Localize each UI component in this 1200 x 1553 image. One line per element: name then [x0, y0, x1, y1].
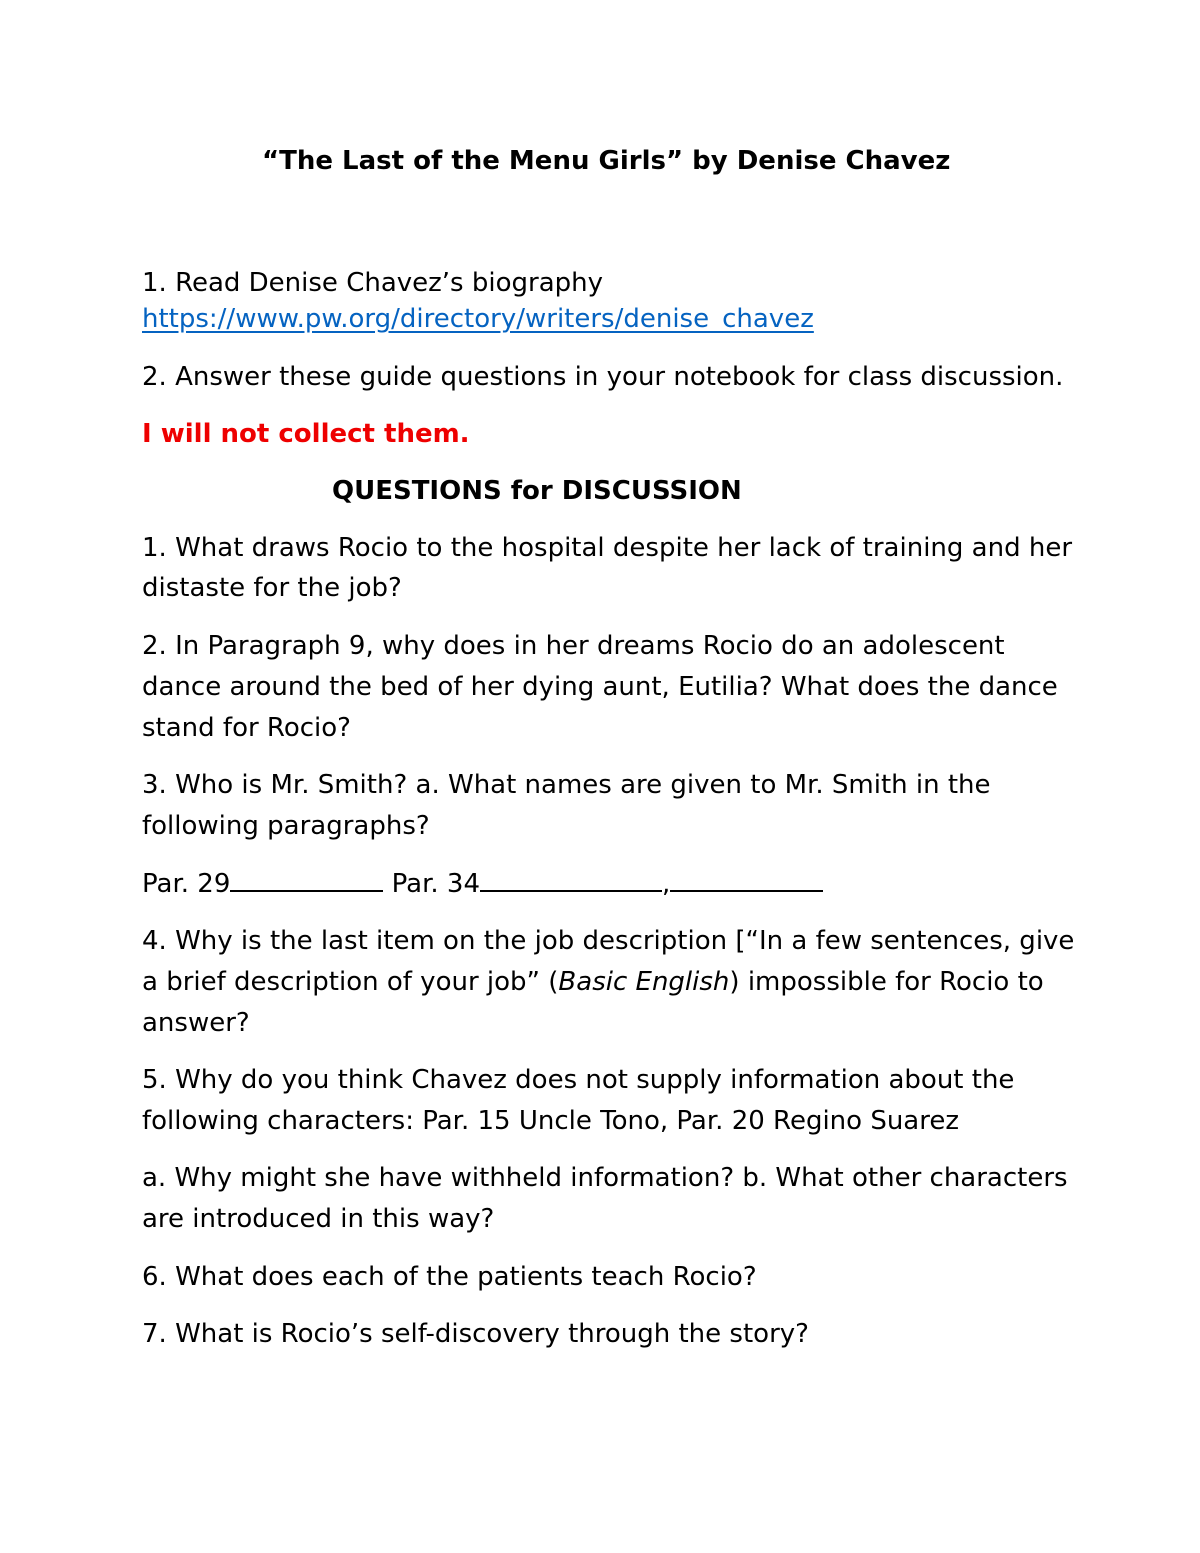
document-title: “The Last of the Menu Girls” by Denise Chavez [262, 146, 951, 176]
question-5a-line-1: a. Why might she have withheld information? b. What other characters [142, 1163, 1068, 1193]
blank-separator: , [661, 869, 671, 899]
par-29-blank [230, 862, 383, 892]
question-6: 6. What does each of the patients teach Rocio? [142, 1262, 757, 1292]
biography-link-line [142, 298, 814, 340]
question-7: 7. What is Rocio’s self-discovery through the story? [142, 1319, 809, 1349]
par-34-blank-1 [480, 862, 662, 892]
step-2-text: 2. Answer these guide questions in your notebook for class discussion. [142, 362, 1064, 392]
question-5-line-2: following characters: Par. 15 Uncle Tono, Par. 20 Regino Suarez [142, 1106, 959, 1136]
par-29-label: Par. 29 [142, 869, 231, 899]
question-4-line-2-start: a brief description of your job” ( [142, 967, 559, 997]
question-5-line-1: 5. Why do you think Chavez does not supply information about the [142, 1065, 1015, 1095]
question-3-line-1: 3. Who is Mr. Smith? a. What names are given to Mr. Smith in the [142, 770, 991, 800]
basic-english-title: Basic English [558, 967, 730, 997]
question-4-line-2-end: ) impossible for Rocio to [729, 967, 1044, 997]
biography-link[interactable]: https://www.pw.org/directory/writers/denise_chavez [142, 304, 814, 334]
question-2-line-1: 2. In Paragraph 9, why does in her dreams Rocio do an adolescent [142, 631, 1005, 661]
question-3-blanks-line [142, 862, 823, 905]
question-2-line-3: stand for Rocio? [142, 713, 351, 743]
question-1-line-2: distaste for the job? [142, 573, 402, 603]
question-2-line-2: dance around the bed of her dying aunt, Eutilia? What does the dance [142, 672, 1058, 702]
question-1-line-1: 1. What draws Rocio to the hospital despite her lack of training and her [142, 533, 1073, 563]
section-heading: QUESTIONS for DISCUSSION [332, 476, 742, 506]
par-34-label: Par. 34 [391, 869, 480, 899]
question-4-line-2 [142, 961, 1044, 1003]
question-4-line-3: answer? [142, 1008, 250, 1038]
step-1-text: 1. Read Denise Chavez’s biography [142, 268, 603, 298]
question-4-line-1: 4. Why is the last item on the job description [“In a few sentences, give [142, 926, 1075, 956]
notice-text: I will not collect them. [142, 419, 470, 449]
question-5a-line-2: are introduced in this way? [142, 1204, 495, 1234]
par-34-blank-2 [670, 862, 823, 892]
question-3-line-2: following paragraphs? [142, 811, 430, 841]
